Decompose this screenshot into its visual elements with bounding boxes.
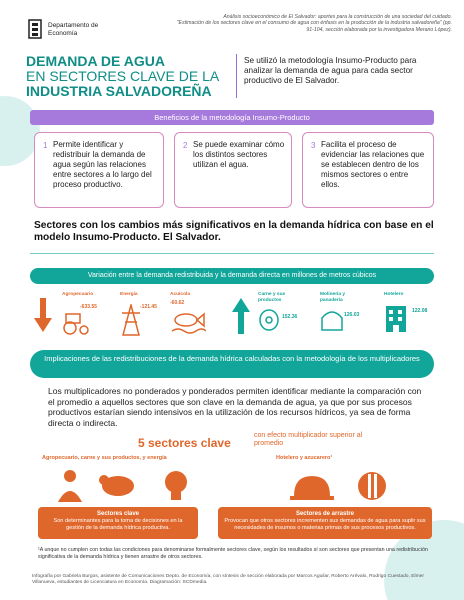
sector-carne	[258, 292, 298, 320]
meat-icon	[258, 306, 280, 332]
title-line-2: EN SECTORES CLAVE DE LA	[26, 68, 220, 84]
drag-sectors-icons	[288, 466, 398, 504]
sector-label: Carne y sus productos	[258, 292, 286, 303]
benefit-card-3	[302, 132, 434, 208]
hotel-icon	[384, 304, 408, 334]
source-line-2: "Estimación de los sectores clave en el consumo de agua con énfasis en la producción de la industria salvadoreña" (pp. 91-104, sección elaborada por la investigadora Merano López).	[176, 20, 452, 33]
box-title: Sectores clave	[96, 511, 140, 517]
hotel-bell-icon	[290, 476, 334, 500]
key-sectors-icons	[52, 466, 202, 504]
five-key-title: 5 sectores clave	[138, 436, 231, 450]
intro-text: Se utilizó la metodología Insumo-Producto para analizar la demanda de agua para cada sector productivo de El Salvador.	[244, 56, 417, 85]
tractor-icon	[62, 308, 92, 336]
title-line-1: DEMANDA DE AGUA	[26, 53, 165, 69]
benefit-text: Permite identificar y redistribuir la demanda de agua según las relaciones entre sectores a lo largo del proceso productivo.	[53, 140, 152, 189]
farmer-icon	[58, 470, 82, 502]
benefit-number: 2	[183, 141, 188, 150]
lightbulb-icon	[165, 471, 187, 500]
sector-value: -633.55	[80, 304, 97, 310]
sector-molineria	[320, 292, 360, 318]
source-line-1: Análisis socioeconómico de El Salvador: aportes para la construcción de una sociedad del cuidado.	[223, 14, 452, 20]
credits: Infografía por Gabriela Burgos, asistente de Comunicaciones Depto. de Economía, con síntesis de sección elaborada por Marcos Aguilar, Roberto Arévalo, Rodrigo Cuestado, Elmer Villanueva, estudiantes de Licenciatura en Economía. Diagramación: SCDmedia.	[32, 574, 425, 585]
sectors-heading: Sectores con los cambios más significativos en la demanda hídrica con base en el modelo Insumo-Producto. El Salvador.	[34, 220, 434, 243]
benefit-number: 1	[43, 141, 48, 150]
sector-value: 152.36	[282, 314, 298, 320]
variation-title: Variación entre la demanda redistribuida y la demanda directa en millones de metros cúbicos	[30, 268, 434, 284]
source-citation	[172, 14, 452, 33]
benefit-card-2	[174, 132, 292, 208]
sector-label: Agropecuario	[62, 292, 94, 297]
department-name: Departamento de Economía	[48, 22, 99, 37]
building-icon	[28, 18, 44, 40]
arrow-down-icon	[34, 298, 52, 334]
sector-label: Molinería y panadería	[320, 292, 346, 303]
group-right-label: Hotelero y azucarero¹	[276, 455, 333, 461]
sector-value: 126.03	[344, 312, 360, 318]
sector-label: Hotelero	[384, 292, 404, 297]
footnote: ¹A unque no cumplen con todas las condiciones para denominarse formalmente sectores clave, según los resultados sí son sectores que presentan una redistribución significativa de la demanda hídrica y tienen arrastre de otros sectores.	[38, 547, 428, 560]
sugar-cane-icon	[358, 472, 386, 500]
title-line-3: INDUSTRIA SALVADOREÑA	[26, 83, 212, 99]
box-text: Son determinantes para la toma de decisiones en la gestión de la demanda hídrica productiva.	[53, 518, 183, 531]
divider	[30, 253, 434, 254]
benefits-title: Beneficios de la metodología Insumo-Producto	[30, 110, 434, 125]
department-logo	[28, 18, 118, 44]
box-title: Sectores de arrastre	[295, 511, 355, 517]
implications-title: Implicaciones de las redistribuciones de la demanda hídrica calculadas con la metodología de los multiplicadores	[30, 350, 434, 378]
benefit-text: Facilita el proceso de evidenciar las relaciones que se establecen dentro de los mismos sectores o entre ellos.	[321, 140, 425, 189]
sector-label: Energía	[120, 292, 138, 297]
sector-value: 122.08	[412, 308, 428, 314]
benefit-card-1	[34, 132, 164, 208]
arrow-up-icon	[232, 298, 250, 334]
sector-value: -121.45	[140, 304, 157, 310]
divider	[236, 54, 237, 98]
benefit-text: Se puede examinar cómo los distintos sectores utilizan el agua.	[193, 140, 285, 169]
fish-icon	[170, 310, 206, 336]
sector-hotelero	[384, 292, 428, 314]
power-tower-icon	[120, 304, 142, 336]
implications-text: Los multiplicadores no ponderados y ponderados permiten identificar mediante la comparación con el promedio a aquellos sectores que son clave en la demanda de agua, ya que por sus procesos productivos estarían siendo intensivos en la utilización de los recursos hídricos, ya sea de forma directa o indirecta.	[48, 386, 422, 428]
sector-acuicola	[170, 292, 190, 306]
sector-agropecuario	[62, 292, 97, 310]
bread-icon	[320, 306, 344, 332]
page-title	[26, 54, 236, 99]
group-left-label: Agropecuario, carne y sus productos, y energía	[42, 455, 167, 461]
sector-value: -60.62	[170, 300, 185, 306]
box-text: Provocan que otros sectores incrementen sus demandas de agua para suplir sus necesidades de insumos o materias primas de sus procesos productivos.	[224, 518, 426, 531]
benefit-number: 3	[311, 141, 316, 150]
key-sectors-box	[38, 507, 198, 539]
five-key-subtitle: con efecto multiplicador superior al promedio	[254, 432, 363, 447]
sector-energia	[120, 292, 157, 310]
five-key-sectors-heading	[138, 432, 363, 452]
cow-icon	[99, 475, 134, 496]
sector-label: Acuícola	[170, 292, 190, 297]
drag-sectors-box	[218, 507, 432, 539]
